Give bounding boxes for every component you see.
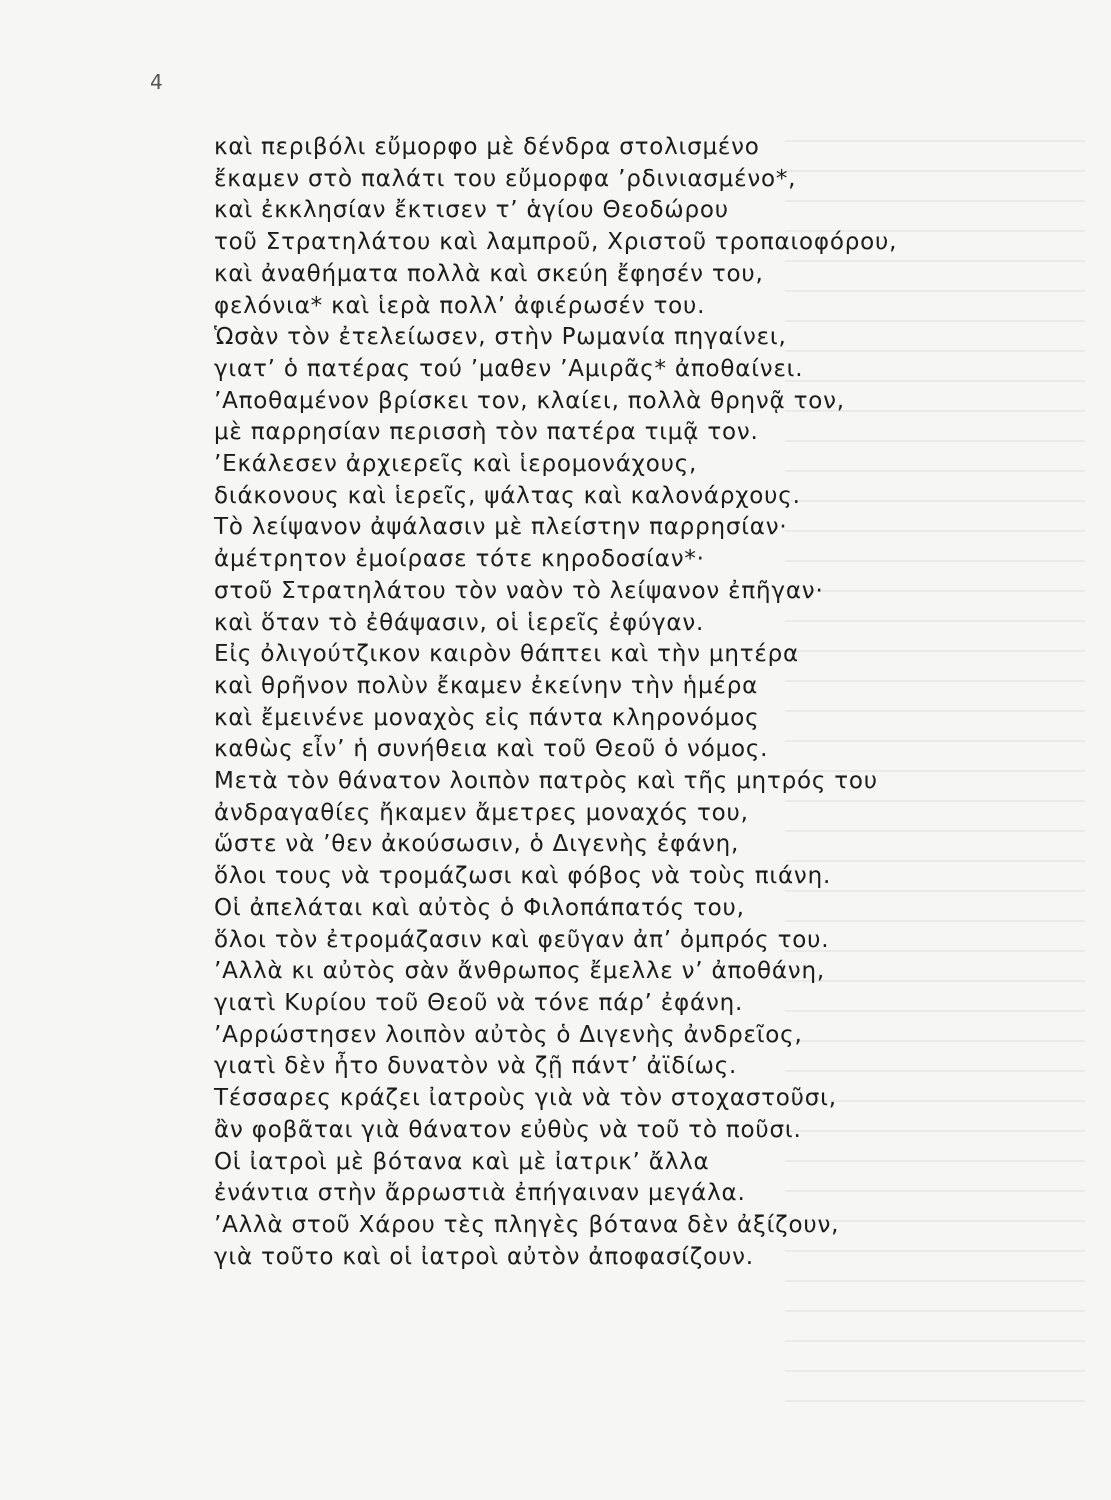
poem-line: καὶ περιβόλι εὔμορφο μὲ δένδρα στολισμένο <box>214 134 760 160</box>
poem-line: γιατ’ ὁ πατέρας τού ’μαθεν ’Αμιρᾶς* ἀποθαίνει. <box>214 355 804 382</box>
poem-line: ἐνάντια στὴν ἄρρωστιὰ ἐπήγαιναν μεγάλα. <box>214 1180 746 1207</box>
poem-line: καὶ ἀναθήματα πολλὰ καὶ σκεύη ἔφησέν του, <box>214 260 764 287</box>
poem-line: καὶ θρῆνον πολὺν ἔκαμεν ἐκείνην τὴν ἡμέρα <box>214 672 759 699</box>
poem-line: καὶ ἐκκλησίαν ἔκτισεν τ’ ἁγίου Θεοδώρου <box>214 197 729 224</box>
poem-line: ὅλοι τὸν ἐτρομάζασιν καὶ φεῦγαν ἀπ’ ὀμπρός του. <box>214 926 830 953</box>
poem-line: Τὸ λείψανον ἀψάλασιν μὲ πλείστην παρρησίαν· <box>214 514 788 541</box>
poem-line: Οἱ ἰατροὶ μὲ βότανα καὶ μὲ ἰατρικ’ ἄλλα <box>214 1148 710 1175</box>
poem-line: ἀμέτρητον ἐμοίρασε τότε κηροδοσίαν*· <box>214 546 705 573</box>
poem-line: Ὡσὰν τὸν ἐτελείωσεν, στὴν Ρωμανία πηγαίνει, <box>214 324 787 351</box>
page-number: 4 <box>150 70 163 94</box>
poem-line: Μετὰ τὸν θάνατον λοιπὸν πατρὸς καὶ τῆς μητρός του <box>214 768 878 795</box>
poem-line: γιατὶ δὲν ἦτο δυνατὸν νὰ ζῇ πάντ’ ἀϊδίως. <box>214 1053 738 1080</box>
poem-line: διάκονους καὶ ἱερεῖς, ψάλτας καὶ καλονάρχους. <box>214 482 801 509</box>
poem-line: γιὰ τοῦτο καὶ οἱ ἰατροὶ αὐτὸν ἀποφασίζουν. <box>214 1243 754 1270</box>
poem-line: ἀνδραγαθίες ἤκαμεν ἄμετρες μοναχός του, <box>214 799 749 826</box>
poem-text <box>214 132 974 1273</box>
poem-line: ’Αλλὰ στοῦ Χάρου τὲς πληγὲς βότανα δὲν ἀξίζουν, <box>214 1211 840 1238</box>
poem-line: ’Αλλὰ κι αὐτὸς σὰν ἄνθρωπος ἔμελλε ν’ ἀποθάνη, <box>214 958 825 985</box>
poem-line: ’Αποθαμένον βρίσκει τον, κλαίει, πολλὰ θρηνᾷ τον, <box>214 387 845 414</box>
poem-line: γιατὶ Κυρίου τοῦ Θεοῦ νὰ τόνε πάρ’ ἐφάνη. <box>214 989 744 1016</box>
poem-line: Οἱ ἀπελάται καὶ αὐτὸς ὁ Φιλοπάπατός του, <box>214 894 745 921</box>
poem-line: ἔκαμεν στὸ παλάτι του εὔμορφα ’ρδινιασμένο*, <box>214 165 797 192</box>
poem-line: Εἰς ὀλιγούτζικον καιρὸν θάπτει καὶ τὴν μητέρα <box>214 641 799 668</box>
poem-line: ἂν φοβᾶται γιὰ θάνατον εὐθὺς νὰ τοῦ τὸ ποῦσι. <box>214 1116 802 1143</box>
poem-line: ὥστε νὰ ’θεν ἀκούσωσιν, ὁ Διγενὴς ἐφάνη, <box>214 831 740 858</box>
poem-line: τοῦ Στρατηλάτου καὶ λαμπροῦ, Χριστοῦ τροπαιοφόρου, <box>214 229 898 256</box>
poem-line: φελόνια* καὶ ἱερὰ πολλ’ ἀφιέρωσέν του. <box>214 292 706 319</box>
poem-line: ’Εκάλεσεν ἀρχιερεῖς καὶ ἱερομονάχους, <box>214 451 698 478</box>
poem-line: καθὼς εἶν’ ἡ συνήθεια καὶ τοῦ Θεοῦ ὁ νόμος. <box>214 736 769 763</box>
poem-line: στοῦ Στρατηλάτου τὸν ναὸν τὸ λείψανον ἐπῆγαν· <box>214 577 824 604</box>
poem-line: ὅλοι τους νὰ τρομάζωσι καὶ φόβος νὰ τοὺς πιάνη. <box>214 863 832 890</box>
poem-line: Τέσσαρες κράζει ἰατροὺς γιὰ νὰ τὸν στοχαστοῦσι, <box>214 1085 837 1112</box>
poem-line: καὶ ἔμεινένε μοναχὸς εἰς πάντα κληρονόμος <box>214 704 760 731</box>
poem-line: ’Αρρώστησεν λοιπὸν αὐτὸς ὁ Διγενὴς ἀνδρεῖος, <box>214 1021 803 1048</box>
poem-line: καὶ ὅταν τὸ ἐθάψασιν, οἱ ἱερεῖς ἐφύγαν. <box>214 609 705 636</box>
poem-line: μὲ παρρησίαν περισσὴ τὸν πατέρα τιμᾷ τον. <box>214 419 759 446</box>
